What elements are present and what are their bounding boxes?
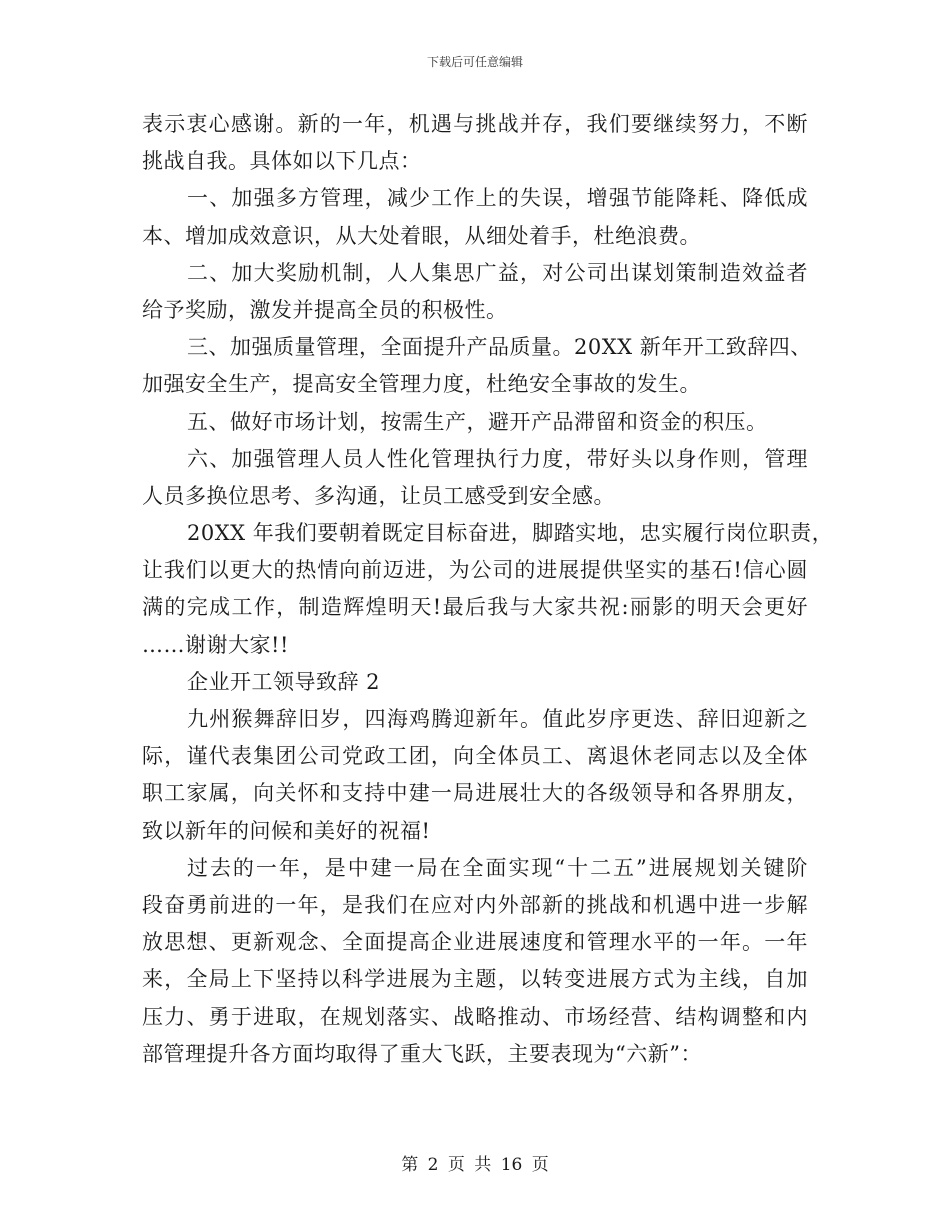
text-line: 二、加大奖励机制，人人集思广益，对公司出谋划策制造效益者 [187, 260, 808, 285]
text-line: 放思想、更新观念、全面提高企业进展速度和管理水平的一年。一年 [142, 930, 808, 955]
text-line: 职工家属，向关怀和支持中建一局进展壮大的各级领导和各界朋友， [142, 781, 808, 806]
text-line: 满的完成工作，制造辉煌明天!最后我与大家共祝:丽影的明天会更好 [142, 595, 808, 620]
text-line: 过去的一年，是中建一局在全面实现“十二五”进展规划关键阶 [187, 855, 808, 880]
text-line: 六、加强管理人员人性化管理执行力度，带好头以身作则，管理 [187, 446, 808, 471]
text-line: 部管理提升各方面均取得了重大飞跃，主要表现为“六新”： [142, 1041, 702, 1066]
text-line: 压力、勇于进取，在规划落实、战略推动、市场经营、结构调整和内 [142, 1004, 808, 1029]
text-line: 来，全局上下坚持以科学进展为主题，以转变进展方式为主线，自加 [142, 967, 808, 992]
text-line: ……谢谢大家!! [142, 632, 289, 657]
text-line: 人员多换位思考、多沟通，让员工感受到安全感。 [142, 483, 615, 508]
text-line: 际，谨代表集团公司党政工团，向全体员工、离退休老同志以及全体 [142, 744, 808, 769]
text-line: 本、增加成效意识，从大处着眼，从细处着手，杜绝浪费。 [142, 223, 701, 248]
page-header-note: 下载后可任意编辑 [426, 55, 523, 69]
text-line: 20XX 年我们要朝着既定目标奋进，脚踏实地，忠实履行岗位职责， [187, 521, 834, 546]
document-body [142, 106, 834, 1073]
page-number: 第 2 页 共 16 页 [401, 1155, 549, 1175]
text-line: 让我们以更大的热情向前迈进，为公司的进展提供坚实的基石!信心圆 [142, 558, 808, 583]
text-line: 段奋勇前进的一年，是我们在应对内外部新的挑战和机遇中进一步解 [142, 892, 808, 917]
text-line: 五、做好市场计划，按需生产，避开产品滞留和资金的积压。 [187, 409, 768, 434]
text-line: 企业开工领导致辞 2 [187, 669, 381, 694]
text-line: 表示衷心感谢。新的一年，机遇与挑战并存，我们要继续努力，不断 [142, 112, 808, 136]
text-line: 一、加强多方管理，减少工作上的失误，增强节能降耗、降低成 [187, 186, 808, 211]
text-line: 给予奖励，激发并提高全员的积极性。 [142, 297, 508, 322]
text-line: 加强安全生产，提高安全管理力度，杜绝安全事故的发生。 [142, 372, 701, 397]
text-line: 九州猴舞辞旧岁，四海鸡腾迎新年。值此岁序更迭、辞旧迎新之 [187, 707, 808, 731]
text-line: 致以新年的问候和美好的祝福! [142, 818, 431, 843]
text-line: 挑战自我。具体如以下几点： [142, 149, 422, 174]
text-line: 三、加强质量管理，全面提升产品质量。20XX 新年开工致辞四、 [187, 335, 812, 360]
